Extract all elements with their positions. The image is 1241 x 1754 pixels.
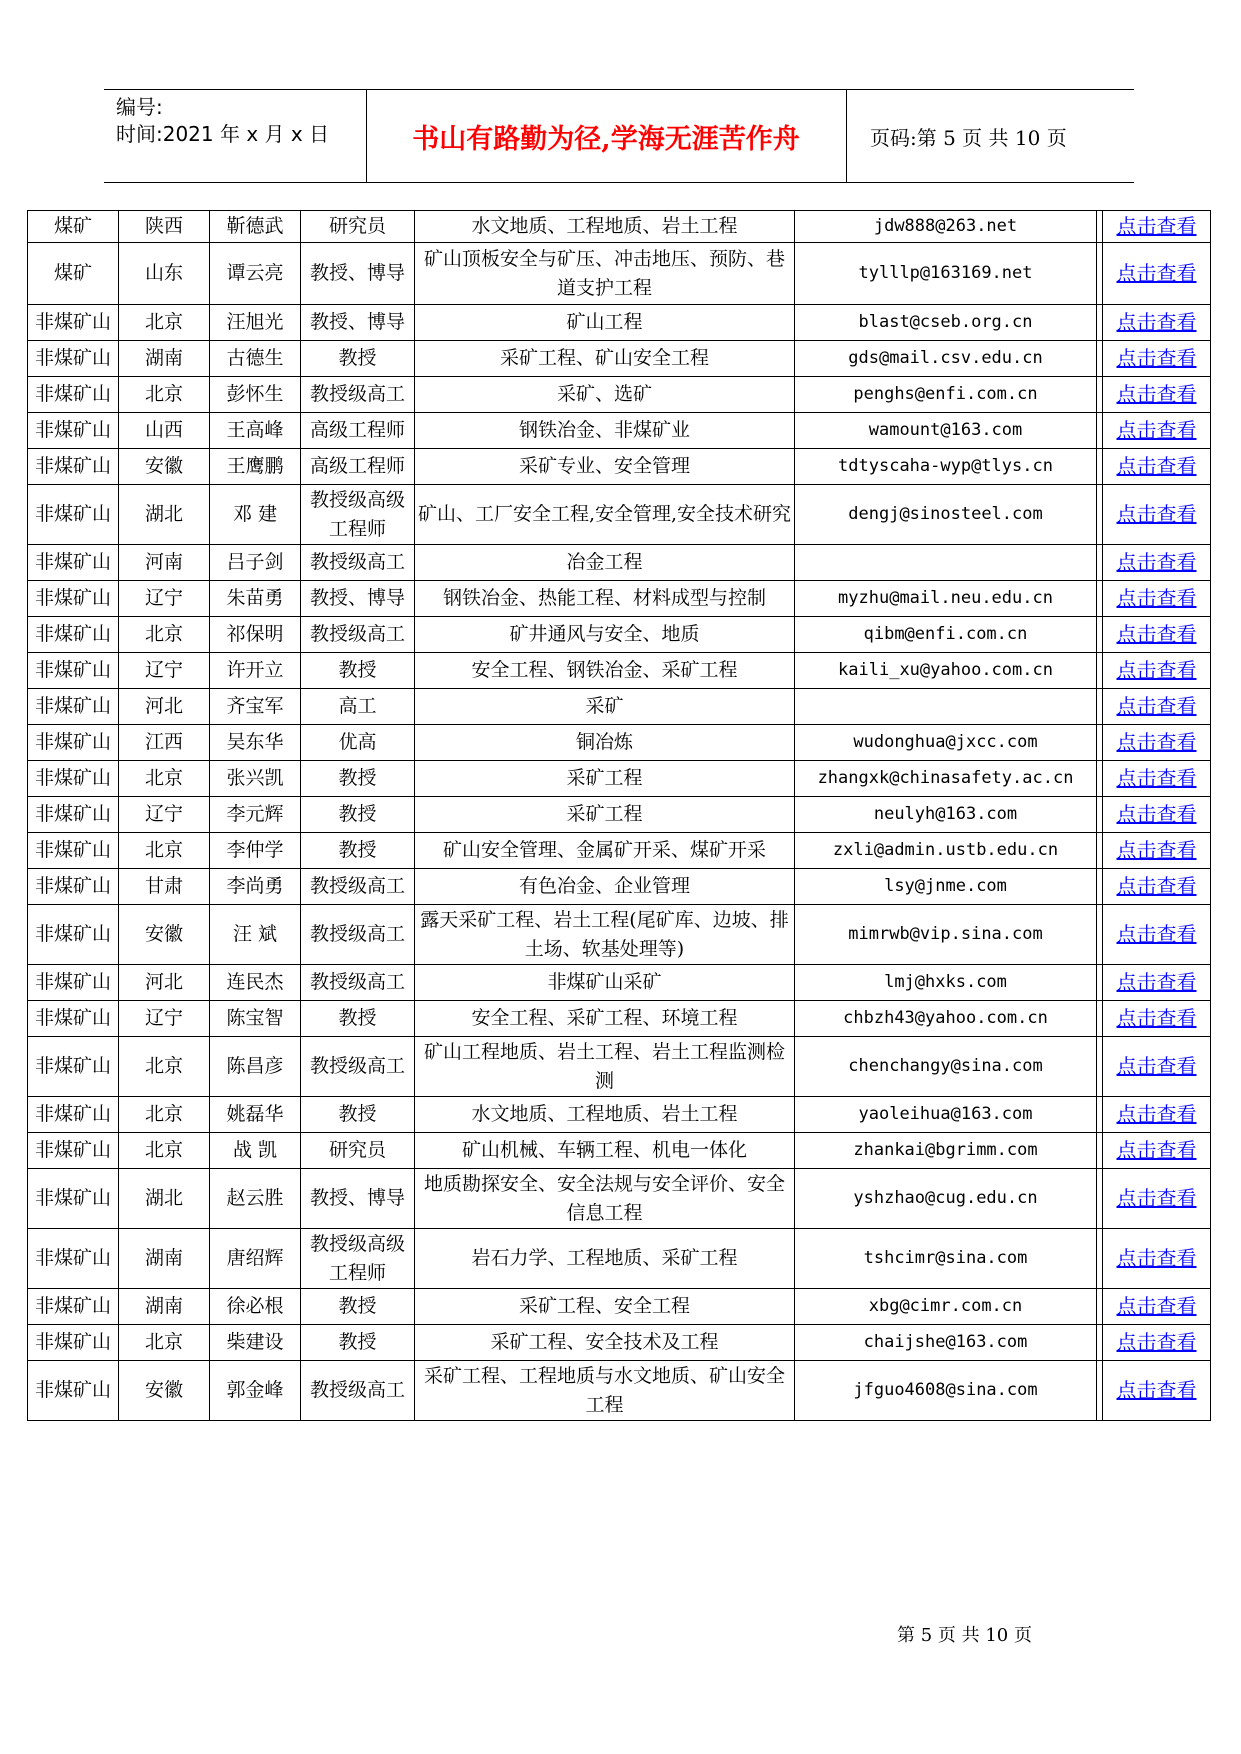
category-cell: 非煤矿山 — [28, 1037, 119, 1097]
view-details-link[interactable]: 点击查看 — [1116, 214, 1197, 238]
view-details-link[interactable]: 点击查看 — [1116, 730, 1197, 754]
table-row — [28, 211, 1211, 243]
field-cell: 有色冶金、企业管理 — [415, 869, 795, 905]
title-cell: 教授、博导 — [301, 305, 415, 341]
field-cell: 采矿工程 — [415, 761, 795, 797]
region-cell: 安徽 — [119, 1361, 210, 1421]
view-details-link[interactable]: 点击查看 — [1116, 1054, 1197, 1078]
link-cell — [1103, 653, 1211, 689]
email-cell: wamount@163.com — [795, 413, 1097, 449]
link-cell — [1103, 869, 1211, 905]
name-cell: 吕子剑 — [210, 545, 301, 581]
name-cell: 连民杰 — [210, 965, 301, 1001]
category-cell: 非煤矿山 — [28, 1097, 119, 1133]
field-cell: 矿井通风与安全、地质 — [415, 617, 795, 653]
table-row — [28, 797, 1211, 833]
title-cell: 教授 — [301, 833, 415, 869]
expert-table — [27, 210, 1211, 1421]
region-cell: 北京 — [119, 1325, 210, 1361]
field-cell: 矿山工程 — [415, 305, 795, 341]
title-cell: 教授 — [301, 761, 415, 797]
region-cell: 湖南 — [119, 1229, 210, 1289]
link-cell — [1103, 689, 1211, 725]
region-cell: 河北 — [119, 689, 210, 725]
name-cell: 祁保明 — [210, 617, 301, 653]
name-cell: 许开立 — [210, 653, 301, 689]
table-row — [28, 305, 1211, 341]
category-cell: 非煤矿山 — [28, 581, 119, 617]
email-cell: lsy@jnme.com — [795, 869, 1097, 905]
view-details-link[interactable]: 点击查看 — [1116, 970, 1197, 994]
link-cell — [1103, 1133, 1211, 1169]
view-details-link[interactable]: 点击查看 — [1116, 802, 1197, 826]
email-cell: zxli@admin.ustb.edu.cn — [795, 833, 1097, 869]
link-cell — [1103, 905, 1211, 965]
field-cell: 岩石力学、工程地质、采矿工程 — [415, 1229, 795, 1289]
email-cell: tylllp@163169.net — [795, 243, 1097, 305]
title-cell: 教授级高工 — [301, 377, 415, 413]
name-cell: 李仲学 — [210, 833, 301, 869]
link-cell — [1103, 1037, 1211, 1097]
title-cell: 教授、博导 — [301, 581, 415, 617]
category-cell: 煤矿 — [28, 211, 119, 243]
email-cell: kaili_xu@yahoo.com.cn — [795, 653, 1097, 689]
name-cell: 柴建设 — [210, 1325, 301, 1361]
category-cell: 非煤矿山 — [28, 689, 119, 725]
view-details-link[interactable]: 点击查看 — [1116, 1006, 1197, 1030]
table-row — [28, 1133, 1211, 1169]
name-cell: 朱苗勇 — [210, 581, 301, 617]
region-cell: 北京 — [119, 761, 210, 797]
title-cell: 教授级高工 — [301, 617, 415, 653]
expert-table-body — [28, 211, 1211, 1421]
table-row — [28, 1229, 1211, 1289]
email-cell: wudonghua@jxcc.com — [795, 725, 1097, 761]
title-cell: 教授级高工 — [301, 965, 415, 1001]
title-cell: 教授级高工 — [301, 1037, 415, 1097]
table-row — [28, 965, 1211, 1001]
link-cell — [1103, 305, 1211, 341]
field-cell: 安全工程、钢铁冶金、采矿工程 — [415, 653, 795, 689]
email-cell: jdw888@263.net — [795, 211, 1097, 243]
field-cell: 矿山顶板安全与矿压、冲击地压、预防、巷道支护工程 — [415, 243, 795, 305]
region-cell: 北京 — [119, 305, 210, 341]
name-cell: 汪旭光 — [210, 305, 301, 341]
field-cell: 矿山安全管理、金属矿开采、煤矿开采 — [415, 833, 795, 869]
region-cell: 甘肃 — [119, 869, 210, 905]
table-row — [28, 833, 1211, 869]
category-cell: 非煤矿山 — [28, 965, 119, 1001]
table-row — [28, 413, 1211, 449]
view-details-link[interactable]: 点击查看 — [1116, 1294, 1197, 1318]
field-cell: 采矿工程、工程地质与水文地质、矿山安全工程 — [415, 1361, 795, 1421]
name-cell: 李尚勇 — [210, 869, 301, 905]
link-cell — [1103, 1289, 1211, 1325]
view-details-link[interactable]: 点击查看 — [1116, 586, 1197, 610]
link-cell — [1103, 211, 1211, 243]
email-cell — [795, 689, 1097, 725]
region-cell: 辽宁 — [119, 653, 210, 689]
table-row — [28, 341, 1211, 377]
table-row — [28, 1169, 1211, 1229]
field-cell: 非煤矿山采矿 — [415, 965, 795, 1001]
field-cell: 采矿工程、安全技术及工程 — [415, 1325, 795, 1361]
view-details-link[interactable]: 点击查看 — [1116, 622, 1197, 646]
email-cell: myzhu@mail.neu.edu.cn — [795, 581, 1097, 617]
view-details-link[interactable]: 点击查看 — [1116, 838, 1197, 862]
field-cell: 水文地质、工程地质、岩土工程 — [415, 211, 795, 243]
title-cell: 高工 — [301, 689, 415, 725]
table-row — [28, 449, 1211, 485]
region-cell: 湖南 — [119, 341, 210, 377]
link-cell — [1103, 1229, 1211, 1289]
view-details-link[interactable]: 点击查看 — [1116, 418, 1197, 442]
table-row — [28, 905, 1211, 965]
region-cell: 安徽 — [119, 905, 210, 965]
region-cell: 辽宁 — [119, 797, 210, 833]
region-cell: 湖北 — [119, 1169, 210, 1229]
field-cell: 铜冶炼 — [415, 725, 795, 761]
category-cell: 非煤矿山 — [28, 833, 119, 869]
email-cell: chaijshe@163.com — [795, 1325, 1097, 1361]
table-row — [28, 545, 1211, 581]
email-cell: dengj@sinosteel.com — [795, 485, 1097, 545]
link-cell — [1103, 833, 1211, 869]
table-row — [28, 1001, 1211, 1037]
title-cell: 高级工程师 — [301, 413, 415, 449]
table-row — [28, 617, 1211, 653]
field-cell: 采矿、选矿 — [415, 377, 795, 413]
region-cell: 辽宁 — [119, 1001, 210, 1037]
title-cell: 教授 — [301, 797, 415, 833]
region-cell: 陕西 — [119, 211, 210, 243]
region-cell: 北京 — [119, 833, 210, 869]
table-row — [28, 725, 1211, 761]
email-cell: tshcimr@sina.com — [795, 1229, 1097, 1289]
title-cell: 教授 — [301, 1001, 415, 1037]
link-cell — [1103, 413, 1211, 449]
name-cell: 彭怀生 — [210, 377, 301, 413]
category-cell: 非煤矿山 — [28, 761, 119, 797]
link-cell — [1103, 449, 1211, 485]
title-cell: 教授、博导 — [301, 1169, 415, 1229]
table-row — [28, 1325, 1211, 1361]
title-cell: 教授级高工 — [301, 905, 415, 965]
name-cell: 王高峰 — [210, 413, 301, 449]
link-cell — [1103, 1325, 1211, 1361]
table-row — [28, 689, 1211, 725]
name-cell: 汪 斌 — [210, 905, 301, 965]
view-details-link[interactable]: 点击查看 — [1116, 1378, 1197, 1402]
email-cell: gds@mail.csv.edu.cn — [795, 341, 1097, 377]
region-cell: 北京 — [119, 377, 210, 413]
category-cell: 非煤矿山 — [28, 485, 119, 545]
link-cell — [1103, 761, 1211, 797]
field-cell: 采矿工程、矿山安全工程 — [415, 341, 795, 377]
field-cell: 露天采矿工程、岩土工程(尾矿库、边坡、排土场、软基处理等) — [415, 905, 795, 965]
title-cell: 教授 — [301, 653, 415, 689]
category-cell: 非煤矿山 — [28, 653, 119, 689]
name-cell: 战 凯 — [210, 1133, 301, 1169]
link-cell — [1103, 1361, 1211, 1421]
title-cell: 教授级高工 — [301, 869, 415, 905]
table-row — [28, 869, 1211, 905]
name-cell: 邓 建 — [210, 485, 301, 545]
table-row — [28, 653, 1211, 689]
view-details-link[interactable]: 点击查看 — [1116, 346, 1197, 370]
header-page-info: 页码:第 5 页 共 10 页 — [870, 125, 1067, 150]
title-cell: 教授 — [301, 341, 415, 377]
name-cell: 吴东华 — [210, 725, 301, 761]
name-cell: 郭金峰 — [210, 1361, 301, 1421]
field-cell: 采矿工程、安全工程 — [415, 1289, 795, 1325]
header-divider — [846, 90, 847, 182]
link-cell — [1103, 341, 1211, 377]
name-cell: 王鹰鹏 — [210, 449, 301, 485]
category-cell: 非煤矿山 — [28, 545, 119, 581]
view-details-link[interactable]: 点击查看 — [1116, 550, 1197, 574]
view-details-link[interactable]: 点击查看 — [1116, 658, 1197, 682]
category-cell: 非煤矿山 — [28, 797, 119, 833]
view-details-link[interactable]: 点击查看 — [1116, 694, 1197, 718]
link-cell — [1103, 797, 1211, 833]
time-label: 时间:2021 年 x 月 x 日 — [116, 122, 330, 146]
link-cell — [1103, 581, 1211, 617]
name-cell: 齐宝军 — [210, 689, 301, 725]
header-meta — [116, 94, 329, 148]
view-details-link[interactable]: 点击查看 — [1116, 502, 1197, 526]
link-cell — [1103, 377, 1211, 413]
link-cell — [1103, 965, 1211, 1001]
email-cell: blast@cseb.org.cn — [795, 305, 1097, 341]
table-row — [28, 581, 1211, 617]
region-cell: 河北 — [119, 965, 210, 1001]
email-cell: lmj@hxks.com — [795, 965, 1097, 1001]
title-cell: 优高 — [301, 725, 415, 761]
table-row — [28, 1289, 1211, 1325]
email-cell: tdtyscaha-wyp@tlys.cn — [795, 449, 1097, 485]
category-cell: 非煤矿山 — [28, 377, 119, 413]
view-details-link[interactable]: 点击查看 — [1116, 1102, 1197, 1126]
title-cell: 教授级高级工程师 — [301, 1229, 415, 1289]
view-details-link[interactable]: 点击查看 — [1116, 454, 1197, 478]
view-details-link[interactable]: 点击查看 — [1116, 922, 1197, 946]
header-motto: 书山有路勤为径,学海无涯苦作舟 — [412, 123, 800, 155]
name-cell: 张兴凯 — [210, 761, 301, 797]
email-cell: neulyh@163.com — [795, 797, 1097, 833]
view-details-link[interactable]: 点击查看 — [1116, 310, 1197, 334]
link-cell — [1103, 243, 1211, 305]
title-cell: 教授 — [301, 1325, 415, 1361]
name-cell: 谭云亮 — [210, 243, 301, 305]
title-cell: 研究员 — [301, 211, 415, 243]
email-cell: penghs@enfi.com.cn — [795, 377, 1097, 413]
field-cell: 冶金工程 — [415, 545, 795, 581]
category-cell: 非煤矿山 — [28, 1361, 119, 1421]
email-cell: chbzh43@yahoo.com.cn — [795, 1001, 1097, 1037]
email-cell: yshzhao@cug.edu.cn — [795, 1169, 1097, 1229]
name-cell: 李元辉 — [210, 797, 301, 833]
email-cell: xbg@cimr.com.cn — [795, 1289, 1097, 1325]
email-cell: chenchangy@sina.com — [795, 1037, 1097, 1097]
name-cell: 赵云胜 — [210, 1169, 301, 1229]
category-cell: 非煤矿山 — [28, 1133, 119, 1169]
name-cell: 陈宝智 — [210, 1001, 301, 1037]
email-cell: qibm@enfi.com.cn — [795, 617, 1097, 653]
field-cell: 矿山工程地质、岩土工程、岩土工程监测检测 — [415, 1037, 795, 1097]
link-cell — [1103, 617, 1211, 653]
name-cell: 徐必根 — [210, 1289, 301, 1325]
email-cell: zhangxk@chinasafety.ac.cn — [795, 761, 1097, 797]
region-cell: 辽宁 — [119, 581, 210, 617]
category-cell: 非煤矿山 — [28, 1001, 119, 1037]
field-cell: 水文地质、工程地质、岩土工程 — [415, 1097, 795, 1133]
serial-number-label: 编号: — [116, 95, 163, 119]
category-cell: 非煤矿山 — [28, 1325, 119, 1361]
title-cell: 教授级高工 — [301, 545, 415, 581]
view-details-link[interactable]: 点击查看 — [1116, 1330, 1197, 1354]
category-cell: 非煤矿山 — [28, 341, 119, 377]
category-cell: 非煤矿山 — [28, 1229, 119, 1289]
link-cell — [1103, 545, 1211, 581]
table-row — [28, 377, 1211, 413]
field-cell: 采矿专业、安全管理 — [415, 449, 795, 485]
title-cell: 教授 — [301, 1289, 415, 1325]
field-cell: 采矿 — [415, 689, 795, 725]
link-cell — [1103, 485, 1211, 545]
region-cell: 北京 — [119, 1133, 210, 1169]
email-cell: jfguo4608@sina.com — [795, 1361, 1097, 1421]
name-cell: 姚磊华 — [210, 1097, 301, 1133]
table-row — [28, 1097, 1211, 1133]
view-details-link[interactable]: 点击查看 — [1116, 1246, 1197, 1270]
region-cell: 山西 — [119, 413, 210, 449]
field-cell: 矿山、工厂安全工程,安全管理,安全技术研究 — [415, 485, 795, 545]
page-header — [104, 89, 1134, 183]
category-cell: 非煤矿山 — [28, 725, 119, 761]
category-cell: 非煤矿山 — [28, 1289, 119, 1325]
table-row — [28, 761, 1211, 797]
email-cell: yaoleihua@163.com — [795, 1097, 1097, 1133]
field-cell: 采矿工程 — [415, 797, 795, 833]
name-cell: 陈昌彦 — [210, 1037, 301, 1097]
region-cell: 山东 — [119, 243, 210, 305]
region-cell: 江西 — [119, 725, 210, 761]
link-cell — [1103, 1097, 1211, 1133]
link-cell — [1103, 725, 1211, 761]
view-details-link[interactable]: 点击查看 — [1116, 261, 1197, 285]
link-cell — [1103, 1169, 1211, 1229]
category-cell: 非煤矿山 — [28, 413, 119, 449]
view-details-link[interactable]: 点击查看 — [1116, 874, 1197, 898]
region-cell: 北京 — [119, 1037, 210, 1097]
region-cell: 湖北 — [119, 485, 210, 545]
field-cell: 安全工程、采矿工程、环境工程 — [415, 1001, 795, 1037]
category-cell: 非煤矿山 — [28, 869, 119, 905]
email-cell — [795, 545, 1097, 581]
table-row — [28, 1361, 1211, 1421]
title-cell: 教授、博导 — [301, 243, 415, 305]
category-cell: 非煤矿山 — [28, 905, 119, 965]
view-details-link[interactable]: 点击查看 — [1116, 1186, 1197, 1210]
title-cell: 高级工程师 — [301, 449, 415, 485]
category-cell: 非煤矿山 — [28, 449, 119, 485]
table-row — [28, 243, 1211, 305]
category-cell: 非煤矿山 — [28, 305, 119, 341]
footer-page-number: 第 5 页 共 10 页 — [897, 1625, 1032, 1646]
name-cell: 唐绍辉 — [210, 1229, 301, 1289]
title-cell: 教授级高级工程师 — [301, 485, 415, 545]
region-cell: 北京 — [119, 1097, 210, 1133]
field-cell: 矿山机械、车辆工程、机电一体化 — [415, 1133, 795, 1169]
region-cell: 北京 — [119, 617, 210, 653]
region-cell: 河南 — [119, 545, 210, 581]
table-row — [28, 485, 1211, 545]
name-cell: 靳德武 — [210, 211, 301, 243]
title-cell: 教授 — [301, 1097, 415, 1133]
view-details-link[interactable]: 点击查看 — [1116, 1138, 1197, 1162]
region-cell: 湖南 — [119, 1289, 210, 1325]
table-row — [28, 1037, 1211, 1097]
field-cell: 钢铁冶金、非煤矿业 — [415, 413, 795, 449]
email-cell: mimrwb@vip.sina.com — [795, 905, 1097, 965]
field-cell: 钢铁冶金、热能工程、材料成型与控制 — [415, 581, 795, 617]
link-cell — [1103, 1001, 1211, 1037]
field-cell: 地质勘探安全、安全法规与安全评价、安全信息工程 — [415, 1169, 795, 1229]
title-cell: 教授级高工 — [301, 1361, 415, 1421]
category-cell: 非煤矿山 — [28, 1169, 119, 1229]
email-cell: zhankai@bgrimm.com — [795, 1133, 1097, 1169]
title-cell: 研究员 — [301, 1133, 415, 1169]
category-cell: 煤矿 — [28, 243, 119, 305]
category-cell: 非煤矿山 — [28, 617, 119, 653]
name-cell: 古德生 — [210, 341, 301, 377]
view-details-link[interactable]: 点击查看 — [1116, 766, 1197, 790]
view-details-link[interactable]: 点击查看 — [1116, 382, 1197, 406]
region-cell: 安徽 — [119, 449, 210, 485]
